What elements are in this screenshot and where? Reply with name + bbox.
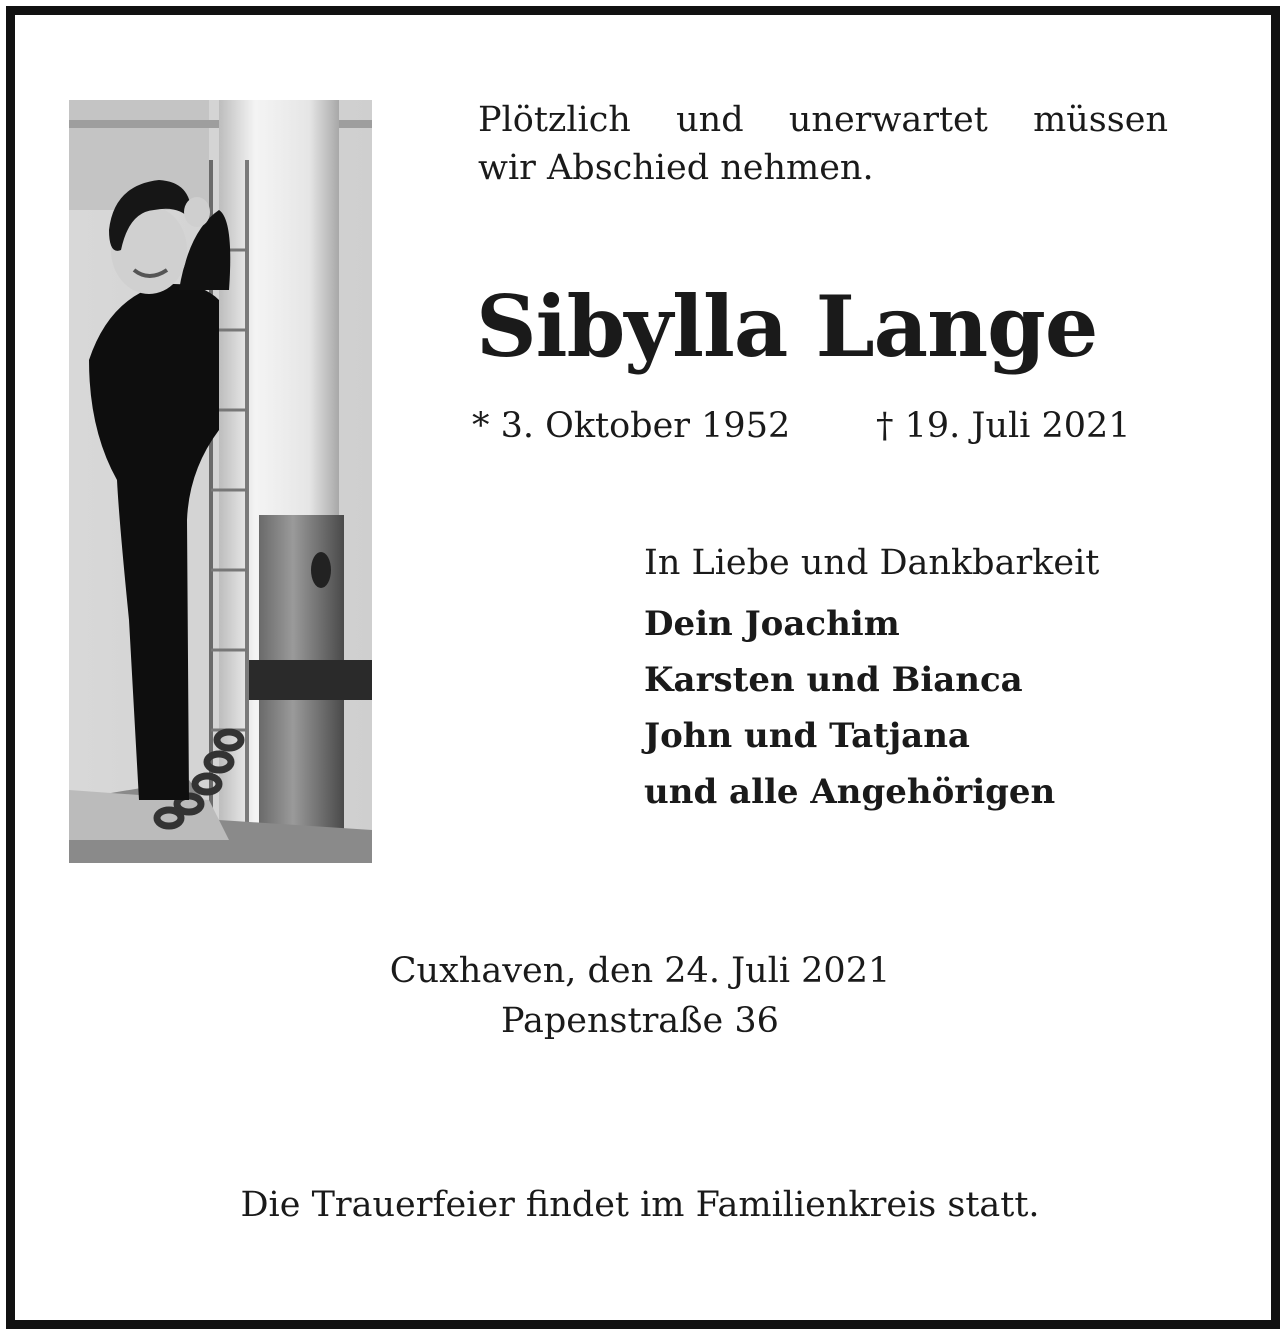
- ceremony-note: Die Trauerfeier findet im Familienkreis statt.: [240, 1185, 1040, 1225]
- portrait-photo: [69, 100, 372, 863]
- place-and-address: [358, 946, 922, 1046]
- mourner-name: Karsten und Bianca: [644, 660, 1023, 700]
- mourners-list: [644, 596, 1204, 820]
- address: Papenstraße 36: [501, 1001, 779, 1041]
- mourner-name: John und Tatjana: [644, 716, 970, 756]
- deceased-name: Sibylla Lange: [476, 277, 1098, 376]
- mourners-block: [644, 538, 1204, 820]
- intro-line-1: Plötzlich und unerwartet müssen: [478, 100, 1168, 140]
- death-date: † 19. Juli 2021: [876, 406, 1131, 446]
- intro-line-2: wir Abschied nehmen.: [478, 148, 874, 188]
- place-date: Cuxhaven, den 24. Juli 2021: [389, 951, 891, 991]
- birth-date: * 3. Oktober 1952: [472, 406, 791, 446]
- intro-text: [478, 96, 1168, 192]
- mourner-name: und alle Angehörigen: [644, 772, 1056, 812]
- mourner-name: Dein Joachim: [644, 604, 900, 644]
- greeting: In Liebe und Dankbarkeit: [644, 543, 1100, 583]
